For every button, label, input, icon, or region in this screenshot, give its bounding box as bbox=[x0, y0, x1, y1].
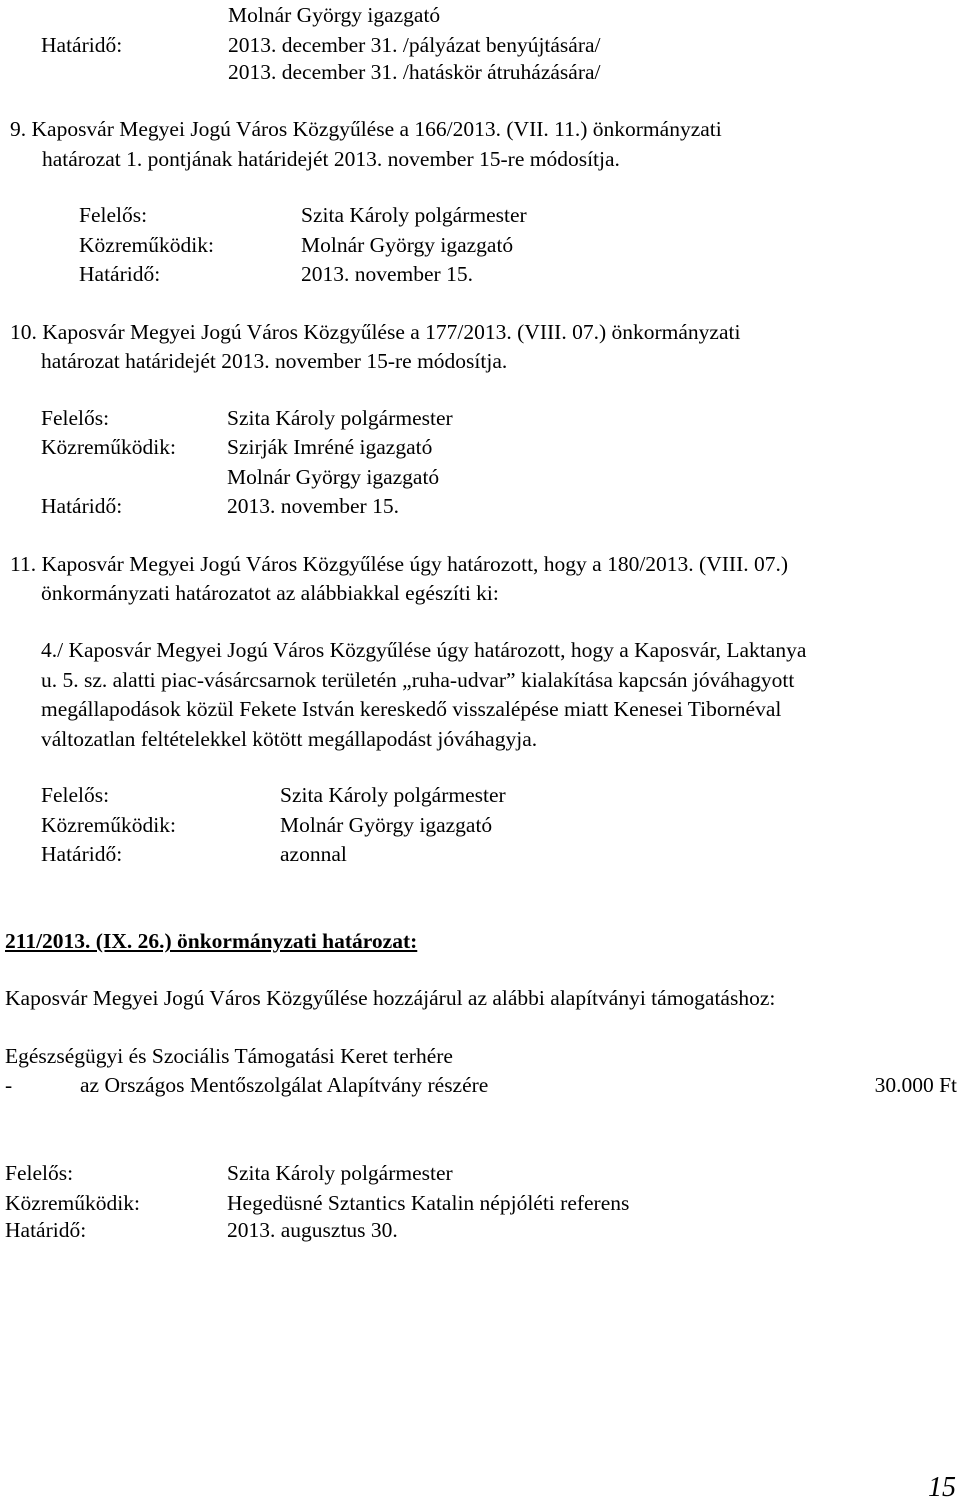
item10-line2: határozat határidejét 2013. november 15-re módosítja. bbox=[41, 349, 508, 373]
resolution-intro: Kaposvár Megyei Jogú Város Közgyűlése hozzájárul az alábbi alapítványi támogatáshoz: bbox=[5, 986, 776, 1010]
resolution-hatarido: 2013. augusztus 30. bbox=[227, 1218, 398, 1242]
item9-felelos-label: Felelős: bbox=[79, 203, 148, 227]
item11-para-line1: 4./ Kaposvár Megyei Jogú Város Közgyűlése úgy határozott, hogy a Kaposvár, Laktanya bbox=[41, 638, 807, 662]
item11-kozremukodik-label: Közreműködik: bbox=[41, 813, 176, 837]
resolution-kozremukodik-label: Közreműködik: bbox=[5, 1191, 140, 1215]
item10-kozremukodik-label: Közreműködik: bbox=[41, 435, 176, 459]
item10-kozremukodik-1: Szirják Imréné igazgató bbox=[227, 435, 433, 459]
resolution-title: 211/2013. (IX. 26.) önkormányzati határozat: bbox=[5, 929, 418, 953]
resolution-hatarido-label: Határidő: bbox=[5, 1218, 87, 1242]
item11-line1: 11. Kaposvár Megyei Jogú Város Közgyűlése úgy határozott, hogy a 180/2013. (VIII. 07.) bbox=[10, 552, 789, 576]
item10-hatarido-label: Határidő: bbox=[41, 494, 123, 518]
top-line1: Molnár György igazgató bbox=[228, 3, 441, 27]
item11-hatarido-label: Határidő: bbox=[41, 842, 123, 866]
top-hatarido-2: 2013. december 31. /hatáskör átruházására/ bbox=[228, 60, 601, 84]
item9-felelos: Szita Károly polgármester bbox=[301, 203, 527, 227]
resolution-felelos-label: Felelős: bbox=[5, 1161, 74, 1185]
item9-line2: határozat 1. pontjának határidejét 2013. november 15-re módosítja. bbox=[42, 147, 620, 171]
item10-line1: 10. Kaposvár Megyei Jogú Város Közgyűlése a 177/2013. (VIII. 07.) önkormányzati bbox=[10, 320, 741, 344]
item9-hatarido: 2013. november 15. bbox=[301, 262, 473, 286]
item11-para-line4: változatlan feltételekkel kötött megállapodást jóváhagyja. bbox=[41, 727, 538, 751]
item10-hatarido: 2013. november 15. bbox=[227, 494, 399, 518]
resolution-kozremukodik: Hegedüsné Sztantics Katalin népjóléti referens bbox=[227, 1191, 630, 1215]
item9-line1: 9. Kaposvár Megyei Jogú Város Közgyűlése a 166/2013. (VII. 11.) önkormányzati bbox=[10, 117, 722, 141]
item10-felelos-label: Felelős: bbox=[41, 406, 110, 430]
item11-para-line2: u. 5. sz. alatti piac-vásárcsarnok területén „ruha-udvar” kialakítása kapcsán jóváhagyott bbox=[41, 668, 795, 692]
item11-para-line3: megállapodások közül Fekete István kereskedő visszalépése miatt Kenesei Tibornéval bbox=[41, 697, 782, 721]
resolution-keret: Egészségügyi és Szociális Támogatási Keret terhére bbox=[5, 1044, 453, 1068]
item11-kozremukodik: Molnár György igazgató bbox=[280, 813, 493, 837]
item9-hatarido-label: Határidő: bbox=[79, 262, 161, 286]
resolution-recipient: az Országos Mentőszolgálat Alapítvány részére bbox=[80, 1073, 489, 1097]
item10-kozremukodik-2: Molnár György igazgató bbox=[227, 465, 440, 489]
top-hatarido-label: Határidő: bbox=[41, 33, 123, 57]
item11-felelos: Szita Károly polgármester bbox=[280, 783, 506, 807]
resolution-amount: 30.000 Ft bbox=[874, 1073, 957, 1097]
item9-kozremukodik-label: Közreműködik: bbox=[79, 233, 214, 257]
item10-felelos: Szita Károly polgármester bbox=[227, 406, 453, 430]
resolution-felelos: Szita Károly polgármester bbox=[227, 1161, 453, 1185]
item11-line2: önkormányzati határozatot az alábbiakkal egészíti ki: bbox=[41, 581, 499, 605]
item9-kozremukodik: Molnár György igazgató bbox=[301, 233, 514, 257]
resolution-dash: - bbox=[5, 1073, 13, 1097]
item11-hatarido: azonnal bbox=[280, 842, 347, 866]
top-hatarido-1: 2013. december 31. /pályázat benyújtására/ bbox=[228, 33, 601, 57]
item11-felelos-label: Felelős: bbox=[41, 783, 110, 807]
page-number: 15 bbox=[928, 1472, 956, 1503]
